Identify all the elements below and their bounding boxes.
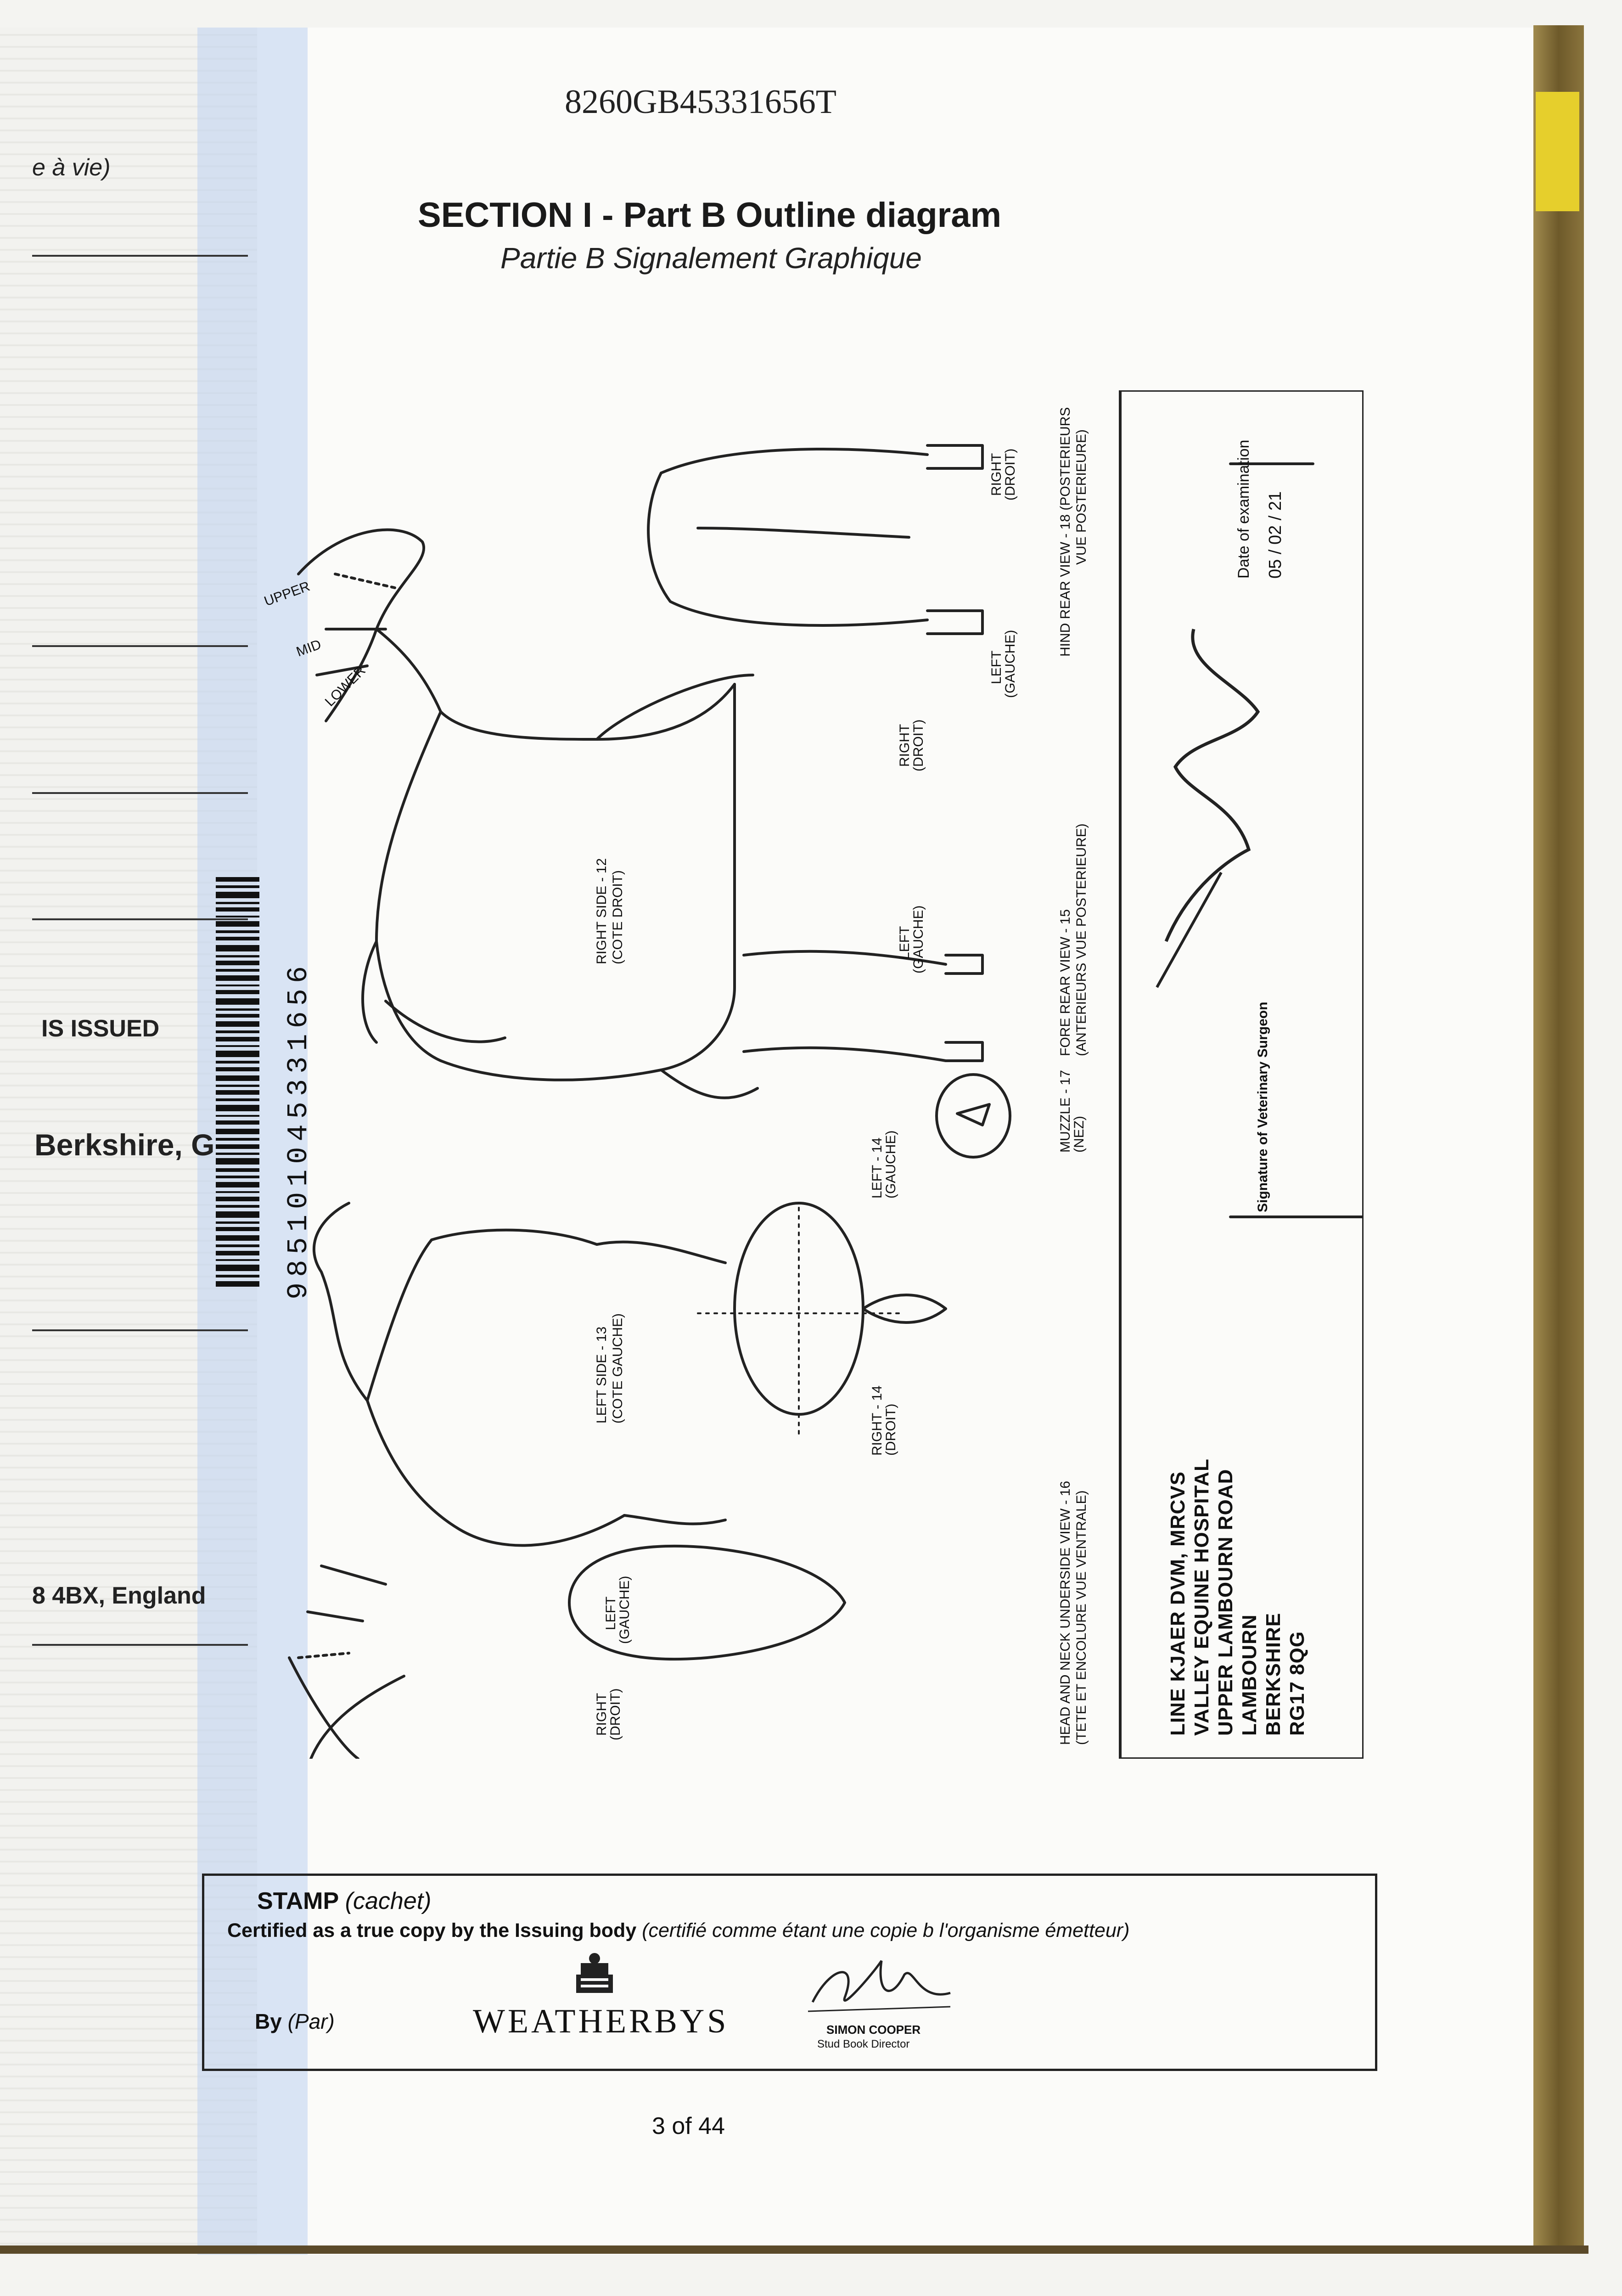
left-page-vie-text: e à vie)	[32, 154, 111, 181]
vet-name: LINE KJAER DVM, MRCVS	[1167, 1471, 1189, 1736]
label-hind-rear: HIND REAR VIEW - 18 (POSTERIEURS	[1058, 407, 1073, 657]
vet-postcode: RG17 8QG	[1286, 1631, 1308, 1736]
label-left-gauche-hind: LEFT	[989, 650, 1004, 684]
label-left-gauche-fore: LEFT	[897, 926, 912, 960]
label-fore-rear-fr: (ANTERIEURS VUE POSTERIEURE)	[1074, 823, 1089, 1056]
left-page-postcode-text: 8 4BX, England	[32, 1582, 206, 1609]
left-page-issued-text: IS ISSUED	[41, 1015, 160, 1042]
label-right-side: RIGHT SIDE - 12	[594, 858, 609, 964]
left-page-rule	[32, 1644, 248, 1646]
crest-icon	[569, 1952, 620, 1998]
label-right-14: RIGHT - 14	[870, 1385, 885, 1456]
director-title: Stud Book Director	[817, 2038, 910, 2050]
page-number: 3 of 44	[652, 2113, 725, 2139]
date-label: Date of examination	[1235, 439, 1252, 579]
label-left-side-fr: (COTE GAUCHE)	[610, 1313, 625, 1424]
by-en: By	[255, 2009, 282, 2033]
vet-practice: VALLEY EQUINE HOSPITAL	[1190, 1458, 1213, 1736]
director-signature	[803, 1947, 955, 2020]
label-left-gauche-low: LEFT	[603, 1596, 618, 1630]
certified-fr: (certifié comme étant une copie b l'organisme émetteur)	[642, 1919, 1130, 1941]
left-page-rule	[32, 792, 248, 794]
stamp-label	[257, 1887, 432, 1915]
left-page-rule	[32, 645, 248, 647]
document-id: 8260GB45331656T	[565, 83, 836, 121]
vet-road: UPPER LAMBOURN ROAD	[1214, 1469, 1237, 1736]
yellow-tab	[1536, 92, 1579, 211]
left-page-rule	[32, 255, 248, 257]
certified-en: Certified as a true copy by the Issuing body	[227, 1919, 637, 1941]
weatherbys-brand: WEATHERBYS	[473, 2003, 729, 2040]
date-value: 05 / 02 / 21	[1266, 491, 1285, 579]
label-left-14: LEFT - 14	[870, 1137, 885, 1199]
label-left-gauche-hind-fr: (GAUCHE)	[1003, 630, 1018, 698]
label-left-14-fr: (GAUCHE)	[883, 1130, 898, 1199]
label-head-neck: HEAD AND NECK UNDERSIDE VIEW - 16	[1058, 1480, 1073, 1745]
page-bottom-edge	[0, 2245, 1588, 2254]
left-page-berkshire-text: Berkshire, G	[34, 1128, 215, 1162]
label-hind-rear-fr: VUE POSTERIEURE)	[1074, 429, 1089, 565]
label-left-gauche-fore-fr: (GAUCHE)	[911, 905, 926, 974]
label-upper-right: UPPER	[262, 579, 312, 609]
vet-details	[1166, 450, 1309, 1736]
label-right-droit-low: RIGHT	[594, 1693, 609, 1736]
label-left-gauche-low-fr: (GAUCHE)	[617, 1576, 632, 1644]
left-page-rule	[32, 1329, 248, 1331]
label-right-droit-hind-fr: (DROIT)	[1003, 448, 1018, 501]
label-right-droit-fore-fr: (DROIT)	[911, 719, 926, 771]
stamp-label-fr: (cachet)	[345, 1888, 432, 1914]
label-right-14-fr: (DROIT)	[883, 1403, 898, 1456]
stamp-label-en: STAMP	[257, 1888, 339, 1914]
certified-line	[227, 1919, 1129, 1942]
label-fore-rear: FORE REAR VIEW - 15	[1058, 909, 1073, 1056]
barcode-number: 985101045331656	[282, 960, 315, 1300]
label-muzzle-fr: (NEZ)	[1072, 1116, 1087, 1153]
label-muzzle: MUZZLE - 17	[1058, 1069, 1073, 1153]
label-right-droit-fore: RIGHT	[897, 724, 912, 767]
label-lower-right: LOWER	[322, 663, 369, 709]
by-label	[255, 2009, 335, 2034]
signature-label: Signature of Veterinary Surgeon	[1255, 1002, 1270, 1212]
vet-town: LAMBOURN	[1238, 1614, 1261, 1736]
section-title: SECTION I - Part B Outline diagram	[418, 196, 1002, 235]
book-binding	[1533, 25, 1584, 2248]
section-subtitle: Partie B Signalement Graphique	[500, 242, 922, 275]
label-head-neck-fr: (TETE ET ENCOLURE VUE VENTRALE)	[1074, 1490, 1089, 1745]
director-name: SIMON COOPER	[826, 2023, 921, 2037]
label-right-side-fr: (COTE DROIT)	[610, 870, 625, 964]
vet-county: BERKSHIRE	[1262, 1612, 1285, 1736]
label-left-side: LEFT SIDE - 13	[594, 1326, 609, 1424]
label-mid-right: MID	[294, 636, 324, 660]
label-right-droit-hind: RIGHT	[989, 453, 1004, 496]
by-fr: (Par)	[287, 2009, 335, 2033]
label-right-droit-low-fr: (DROIT)	[608, 1688, 623, 1740]
